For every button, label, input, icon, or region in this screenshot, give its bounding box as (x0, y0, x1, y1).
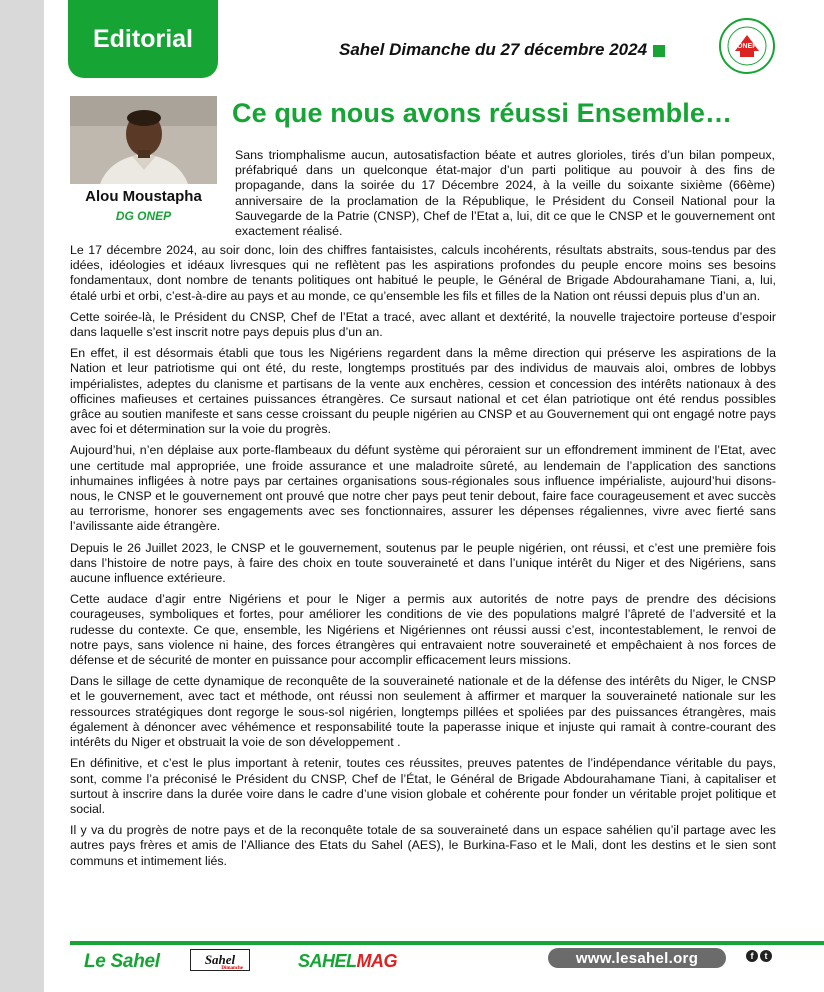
author-role: DG ONEP (115, 209, 172, 223)
left-margin-strip (0, 0, 44, 992)
author-name: Alou Moustapha (85, 188, 202, 205)
social-links (746, 950, 772, 962)
brand-le-sahel: Le Sahel (84, 951, 160, 972)
lead-paragraph: Sans triomphalisme aucun, autosatisfaction béate et autres glorioles, tirés d’un bilan pompeux, préfabriqué dans un quelconque état-major d’un parti politique au pouvoir à des fins de propagande, dans la soirée du 17 Décembre 2024, à la veille du soixante sixième (66ème) anniversaire de la proclamation de la République, le Président du Conseil National pour la Sauvegarde de la Patrie (CNSP), Chef de l’Etat a, lui, dit ce que le CNSP et le gouvernement ont exactement réalisé. (235, 148, 775, 239)
brand-sahel-dimanche-text: Sahel (204, 952, 236, 967)
body-paragraph: Cette soirée-là, le Président du CNSP, Chef de l’Etat a tracé, avec allant et dextérité, la nouvelle trajectoire porteuse d’espoir dans laquelle s’est inscrit notre pays depuis plus d’un an. (70, 309, 776, 340)
onep-logo-letters: ONEP (737, 43, 757, 50)
brand-sahel-dimanche (190, 949, 250, 971)
issue-line (339, 38, 665, 62)
footer (70, 946, 824, 992)
body-paragraph: Dans le sillage de cette dynamique de reconquête de la souveraineté nationale et de la défense des intérêts du Niger, le CNSP et le gouvernement, avec tact et méthode, ont réussi non seulement à affirmer et marquer la souveraineté nationale sur les ressources stratégiques dont regorge le sous-sol nigérien, longtemps pillées et spoliées par des puissances étrangères, mais également à dénoncer avec véhémence et responsabilité toute la paperasse inique et injuste qui ramait à contre-courant des intérêts du Niger et obstruait la voie de son développement . (70, 674, 776, 750)
body-paragraph: Le 17 décembre 2024, au soir donc, loin des chiffres fantaisistes, calculs incohérents, résultats abstraits, sous-tendus par des idées, idéologies et idéaux livresques qui ne reflètent pas les aspirations profondes du peuple encore moins ses besoins fondamentaux, dont nombre de tenants politiques ont habitué le peuple, le Général de Brigade Abdourahamane Tiani, a, lui, étalé urbi et orbi, c’est-à-dire au pays et au monde, ce qu’ensemble les fils et filles de la Nation ont réussi depuis plus d’un an. (70, 243, 776, 303)
brand-sahel-dimanche-sub: Dimanche (221, 966, 243, 971)
website-url: www.lesahel.org (575, 949, 699, 967)
brand-sahel-mag-part2: MAG (356, 951, 398, 971)
green-square-icon (653, 45, 665, 57)
twitter-icon[interactable]: t (760, 950, 772, 962)
facebook-icon[interactable]: f (746, 950, 758, 962)
brand-sahel-mag-part1: SAHEL (298, 951, 357, 971)
onep-logo (718, 17, 776, 75)
article-body (70, 243, 776, 875)
issue-date: Sahel Dimanche du 27 décembre 2024 (339, 40, 648, 59)
author-photo (70, 96, 217, 184)
section-label: Editorial (92, 24, 193, 53)
body-paragraph: En définitive, et c’est le plus important à retenir, toutes ces réussites, preuves patentes de l’indépendance véritable du pays, sont, comme l’a préconisé le Président du CNSP, Chef de l’État, le Général de Brigade Abdourahamane Tiani, à capitaliser et surtout à inscrire dans la durée voire dans le cadre d’une vision globale et cohérente pour fonder un véritable projet politique et social. (70, 756, 776, 816)
author-block (70, 184, 217, 223)
body-paragraph: En effet, il est désormais établi que tous les Nigériens regardent dans la même direction qui préserve les aspirations de la Nation et leur patriotisme qui ont été, du reste, longtemps prostitués par des individus de mauvais aloi, ombres de lobbys impérialistes, adeptes du clanisme et partisans de la vente aux enchères, cession et concession des intérêts nationaux à des officines mafieuses et certaines puissances étrangères. Ce sursaut national et cet élan patriotique ont été rendus possibles grâce au soutien manifeste et sans cesse croissant du peuple nigérien au CNSP et au Gouvernement qui ont engagé notre pays avec foi et détermination sur la voie du progrès. (70, 346, 776, 437)
author-portrait (70, 96, 217, 184)
body-paragraph: Depuis le 26 Juillet 2023, le CNSP et le gouvernement, soutenus par le peuple nigérien, ont réussi, et c’est une première fois dans l’histoire de notre pays, à faire des choix en toute souveraineté et dans l’unique intérêt du Niger et des Nigériens, sans aucune influence extérieure. (70, 540, 776, 586)
section-tab (68, 0, 218, 78)
body-paragraph: Cette audace d’agir entre Nigériens et pour le Niger a permis aux autorités de notre pays de prendre des décisions courageuses, symboliques et fortes, pour améliorer les conditions de vie des populations malgré l’âpreté de l’adversité et la rudesse du contexte. Ce que, ensemble, les Nigériens et Nigériennes ont réussi aussi c’est, incontestablement, le renvoi de notre pays, sans violence ni haine, des forces étrangères qui entravaient notre souveraineté et empêchaient à nos forces de défense et de sécurité de monter en puissance pour accomplir efficacement leurs missions. (70, 592, 776, 668)
body-paragraph: Aujourd’hui, n’en déplaise aux porte-flambeaux du défunt système qui péroraient sur un effondrement imminent de l’Etat, avec une certitude mal appropriée, une froide assurance et une maladroite sûreté, au lendemain de l’application des sanctions inhumaines infligées à notre pays par certaines organisations sous-régionales sous influence impérialiste, aujourd’hui disons-nous, le CNSP et le gouvernement ont prouvé que notre cher pays peut tenir debout, faire face courageusement et avec succès au terrorisme, honorer ses engagements avec ses fonctionnaires, assurer les dépenses régaliennes, vivre avec fierté sans l’avilissante aide étrangère. (70, 443, 776, 534)
article-headline: Ce que nous avons réussi Ensemble… (232, 98, 733, 128)
brand-sahel-mag (298, 951, 397, 972)
body-paragraph: Il y va du progrès de notre pays et de la reconquête totale de sa souveraineté dans un espace sahélien qu’il partage avec les autres pays frères et amis de l’Alliance des Etats du Sahel (AES), le Burkina-Faso et le Mali, dont les destins et le sien sont communs et intimement liés. (70, 823, 776, 868)
footer-divider (70, 941, 824, 945)
website-link[interactable] (548, 948, 726, 968)
